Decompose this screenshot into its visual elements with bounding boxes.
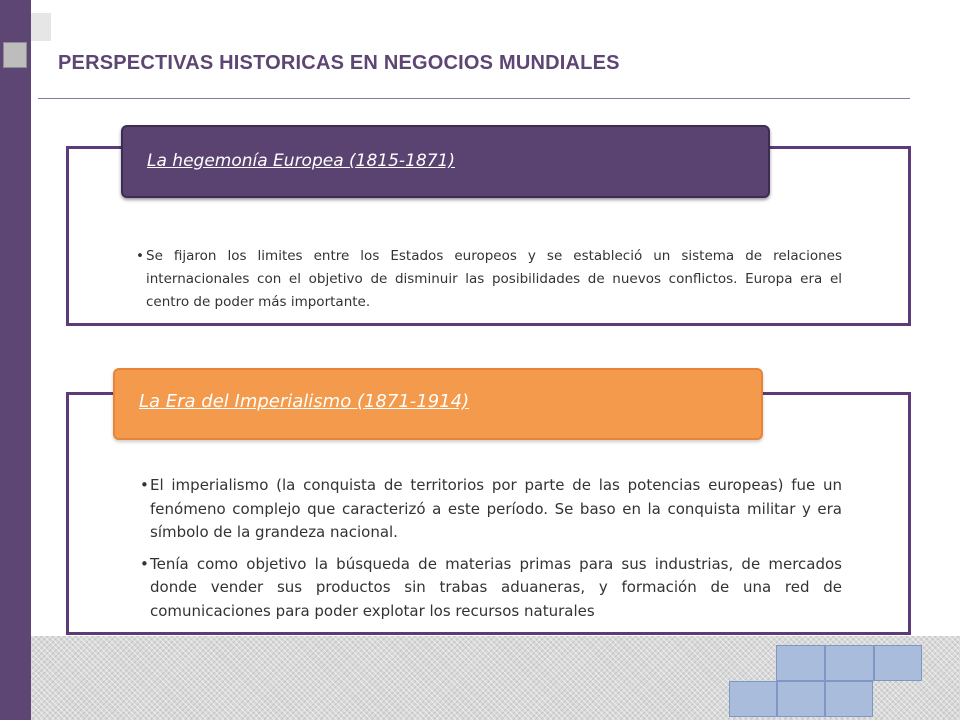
bullet-list-hegemonia — [146, 245, 842, 314]
decor-square — [874, 645, 922, 681]
corner-square-dark — [3, 42, 27, 68]
bullet-item: • Se fijaron los limites entre los Estados europeos y se estableció un sistema de relaciones internacionales con el objetivo de disminuir las posibilidades de nuevos conflictos. Europa era el centro de poder más importante. — [146, 245, 842, 314]
title-divider — [38, 98, 910, 99]
decor-square — [729, 681, 777, 717]
section-heading-hegemonia: La hegemonía Europea (1815-1871) — [147, 151, 455, 171]
page-title: PERSPECTIVAS HISTORICAS EN NEGOCIOS MUNDIALES — [58, 52, 620, 74]
section-tab-imperialismo — [113, 368, 763, 440]
decor-square — [776, 645, 825, 681]
decor-square — [777, 681, 825, 717]
decor-square — [825, 645, 874, 681]
section-heading-imperialismo: La Era del Imperialismo (1871-1914) — [139, 391, 470, 412]
decor-square — [825, 681, 873, 717]
bullet-item: • Tenía como objetivo la búsqueda de materias primas para sus industrias, de mercados donde vender sus productos sin trabas aduaneras, y formación de una red de comunicaciones para poder explotar los recursos naturales — [150, 553, 842, 624]
section-tab-hegemonia — [121, 125, 770, 198]
bullet-list-imperialismo — [150, 474, 842, 623]
corner-square-light — [31, 13, 51, 41]
bullet-item: • El imperialismo (la conquista de territorios por parte de las potencias europeas) fue un fenómeno complejo que caracterizó a este período. Se baso en la conquista militar y era símbolo de la grandeza nacional. — [150, 474, 842, 545]
left-accent-bar — [0, 0, 31, 720]
